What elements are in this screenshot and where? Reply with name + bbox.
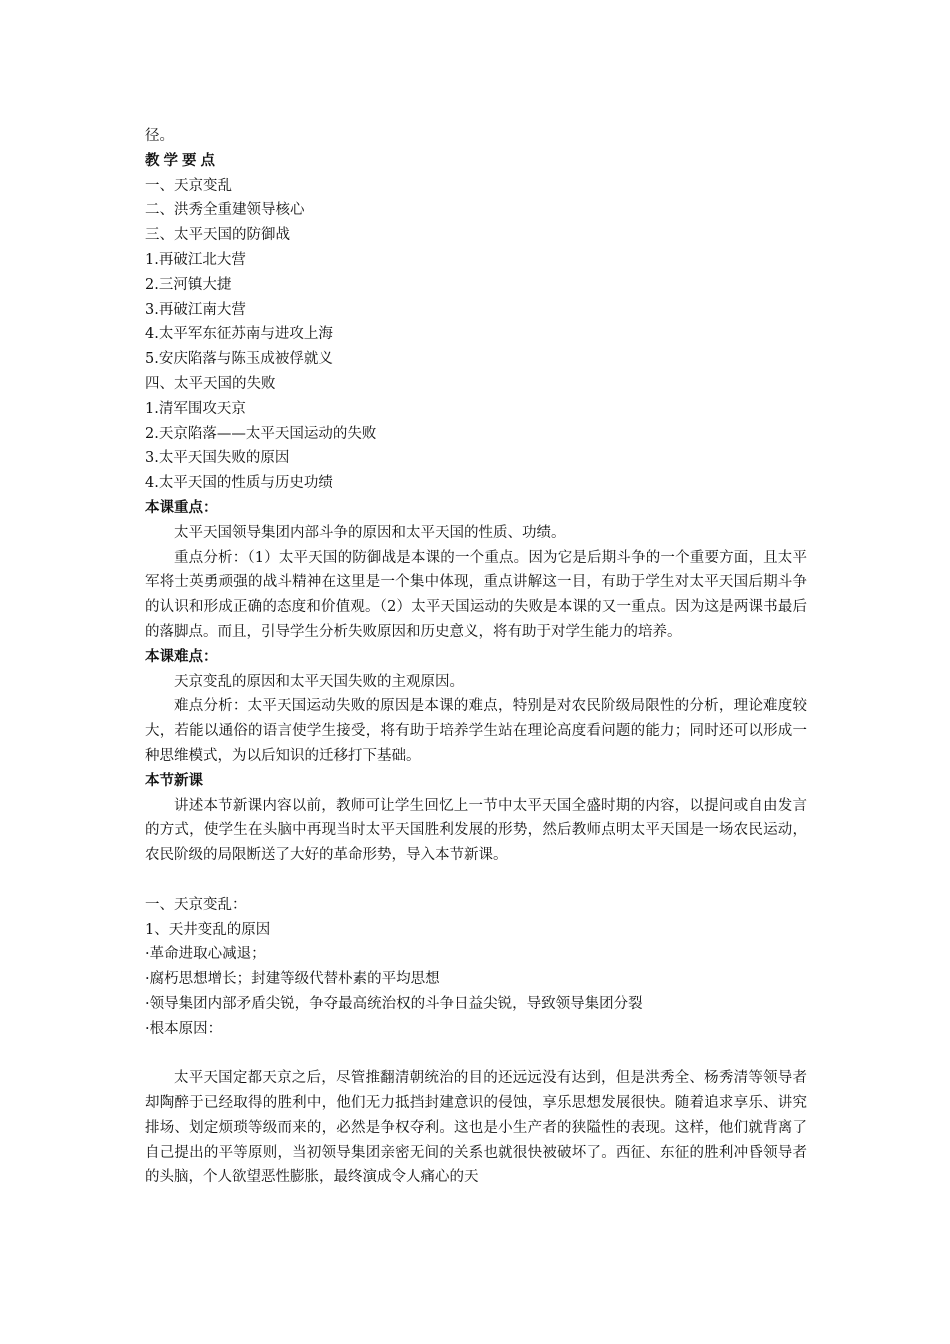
key-points-heading: 本课重点：	[145, 498, 218, 516]
teaching-point-item: 4.太平军东征苏南与进攻上海	[145, 326, 333, 343]
teaching-point-item: 一、天京变乱	[145, 177, 232, 194]
cause-bullet: ·根本原因：	[145, 1020, 223, 1037]
teaching-point-item: 2.天京陷落——太平天国运动的失败	[145, 425, 377, 442]
teaching-point-item: 2.三河镇大捷	[145, 276, 232, 293]
cause-bullet-list	[145, 942, 807, 1041]
new-lesson-intro: 讲述本节新课内容以前，教师可让学生回忆上一节中太平天国全盛时期的内容，以提问或自由发言的方式，使学生在头脑中再现当时太平天国胜利发展的形势，然后教师点明太平天国是一场农民运动，农民阶级的局限断送了大好的革命形势，导入本节新课。	[145, 797, 807, 864]
cause-bullet: ·腐朽思想增长；封建等级代替朴素的平均思想	[145, 971, 440, 988]
new-lesson-heading: 本节新课	[145, 771, 203, 789]
teaching-point-item: 1.再破江北大营	[145, 251, 246, 268]
cause-bullet: ·革命进取心减退；	[145, 946, 266, 963]
teaching-points-heading: 教学要点	[145, 151, 219, 169]
difficult-points-analysis: 难点分析：太平天国运动失败的原因是本课的难点，特别是对农民阶级局限性的分析，理论难度较大，若能以通俗的语言使学生接受，将有助于培养学生站在理论高度看问题的能力；同时还可以形成一种思维模式，为以后知识的迁移打下基础。	[145, 698, 807, 764]
section-one-title: 一、天京变乱：	[145, 896, 247, 913]
intro-tail-text: 径。	[145, 128, 174, 144]
section-one-subtitle: 1、天井变乱的原因	[145, 921, 271, 938]
teaching-point-item: 5.安庆陷落与陈玉成被俘就义	[145, 351, 333, 368]
key-points-summary: 太平天国领导集团内部斗争的原因和太平天国的性质、功绩。	[174, 524, 566, 541]
section-one-paragraph: 太平天国定都天京之后，尽管推翻清朝统治的目的还远远没有达到，但是洪秀全、杨秀清等领导者却陶醉于已经取得的胜利中，他们无力抵挡封建意识的侵蚀，享乐思想发展很快。随着追求享乐、讲究排场、划定烦琐等级而来的，必然是争权夺利。这也是小生产者的狭隘性的表现。这样，他们就背离了自己提出的平等原则，当初领导集团亲密无间的关系也就很快被破坏了。西征、东征的胜利冲昏领导者的头脑，个人欲望恶性膨胀，最终演成令人痛心的天	[145, 1070, 807, 1186]
blank-line	[145, 1041, 807, 1066]
difficult-points-heading: 本课难点：	[145, 647, 218, 665]
teaching-point-item: 3.太平天国失败的原因	[145, 450, 290, 467]
teaching-point-item: 1.清军围攻天京	[145, 400, 246, 417]
teaching-point-item: 四、太平天国的失败	[145, 375, 276, 392]
teaching-points-list	[145, 174, 807, 496]
key-points-analysis: 重点分析：（1）太平天国的防御战是本课的一个重点。因为它是后期斗争的一个重要方面，且太平军将士英勇顽强的战斗精神在这里是一个集中体现，重点讲解这一目，有助于学生对太平天国后期斗争的认识和形成正确的态度和价值观。（2）太平天国运动的失败是本课的又一重点。因为这是两课书最后的落脚点。而且，引导学生分析失败原因和历史意义，将有助于对学生能力的培养。	[145, 549, 807, 640]
cause-bullet: ·领导集团内部矛盾尖锐，争夺最高统治权的斗争日益尖锐，导致领导集团分裂	[145, 995, 643, 1012]
teaching-point-item: 二、洪秀全重建领导核心	[145, 202, 305, 219]
teaching-point-item: 4.太平天国的性质与历史功绩	[145, 475, 333, 492]
document-page	[145, 124, 807, 1190]
teaching-point-item: 三、太平天国的防御战	[145, 227, 290, 244]
blank-line	[145, 868, 807, 893]
difficult-points-summary: 天京变乱的原因和太平天国失败的主观原因。	[174, 673, 464, 690]
teaching-point-item: 3.再破江南大营	[145, 301, 246, 318]
